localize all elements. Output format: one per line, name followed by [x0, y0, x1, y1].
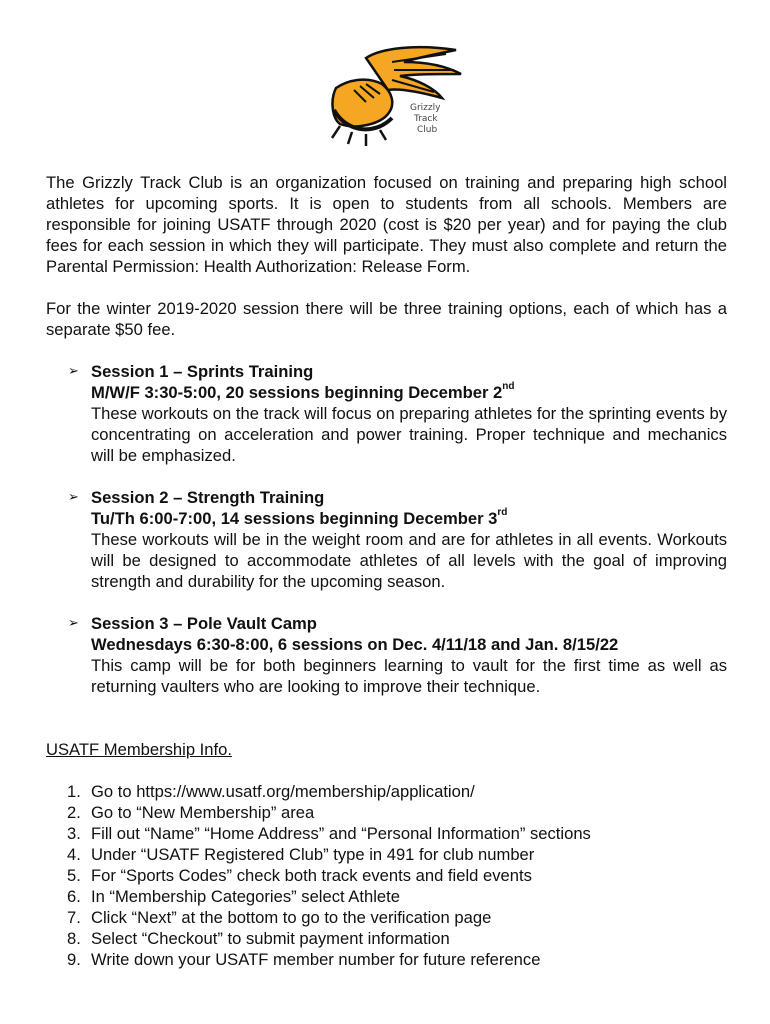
session-schedule: M/W/F 3:30-5:00, 20 sessions beginning December 2nd: [91, 381, 515, 402]
logo-text-line1: Grizzly: [410, 103, 441, 113]
arrowhead-bullet-icon: ➢: [68, 616, 79, 631]
session-description: This camp will be for both beginners learning to vault for the first time as well as returning vaulters who are looking to improve their technique.: [91, 656, 727, 696]
winged-shoe-icon: [296, 40, 476, 150]
list-item: 6. In “Membership Categories” select Athlete: [67, 887, 400, 906]
document-body: [46, 172, 727, 970]
usatf-membership-heading: USATF Membership Info.: [46, 740, 232, 759]
intro-paragraph: The Grizzly Track Club is an organization focused on training and preparing high school athletes for upcoming sports. It is open to students from all schools. Members are responsible for joining USATF through 2020 (cost is $20 per year) and for paying the club fees for each session in which they will participate. They must also complete and return the Parental Permission: Health Authorization: Release Form.: [46, 173, 727, 276]
list-item: 4. Under “USATF Registered Club” type in 491 for club number: [67, 845, 535, 864]
session-schedule: Wednesdays 6:30-8:00, 6 sessions on Dec. 4/11/18 and Jan. 8/15/22: [91, 635, 619, 654]
list-item: 5. For “Sports Codes” check both track events and field events: [67, 866, 532, 885]
list-item: 2. Go to “New Membership” area: [67, 803, 315, 822]
ordinal-suffix: nd: [502, 381, 515, 393]
logo-text-line2: Track: [414, 114, 438, 124]
session-2: [46, 487, 727, 592]
winter-session-paragraph: For the winter 2019-2020 session there will be three training options, each of which has a separate $50 fee.: [46, 299, 727, 339]
list-item: 1. Go to https://www.usatf.org/membership/application/: [67, 782, 475, 801]
list-item: 7. Click “Next” at the bottom to go to the verification page: [67, 908, 492, 927]
session-title: Session 3 – Pole Vault Camp: [91, 614, 317, 633]
ordinal-suffix: rd: [497, 507, 508, 519]
grizzly-track-club-logo: [296, 40, 476, 150]
session-description: These workouts on the track will focus on preparing athletes for the sprinting events by concentrating on acceleration and power training. Proper technique and mechanics will be emphasized.: [91, 404, 727, 465]
list-item: 8. Select “Checkout” to submit payment information: [67, 929, 450, 948]
list-item: 9. Write down your USATF member number for future reference: [67, 950, 541, 969]
usatf-url-link[interactable]: Go to https://www.usatf.org/membership/application/: [91, 782, 475, 801]
session-title: Session 1 – Sprints Training: [91, 362, 314, 381]
session-title: Session 2 – Strength Training: [91, 488, 325, 507]
session-3: [46, 613, 727, 697]
list-item: 3. Fill out “Name” “Home Address” and “Personal Information” sections: [67, 824, 591, 843]
logo-text-line3: Club: [417, 125, 438, 135]
arrowhead-bullet-icon: ➢: [68, 364, 79, 379]
session-description: These workouts will be in the weight room and are for athletes in all events. Workouts will be designed to accommodate athletes of all levels with the goal of improving strength and durability for the upcoming season.: [91, 530, 727, 591]
usatf-steps-list: [46, 781, 727, 970]
session-schedule: Tu/Th 6:00-7:00, 14 sessions beginning December 3rd: [91, 507, 508, 528]
arrowhead-bullet-icon: ➢: [68, 490, 79, 505]
session-1: [46, 361, 727, 466]
